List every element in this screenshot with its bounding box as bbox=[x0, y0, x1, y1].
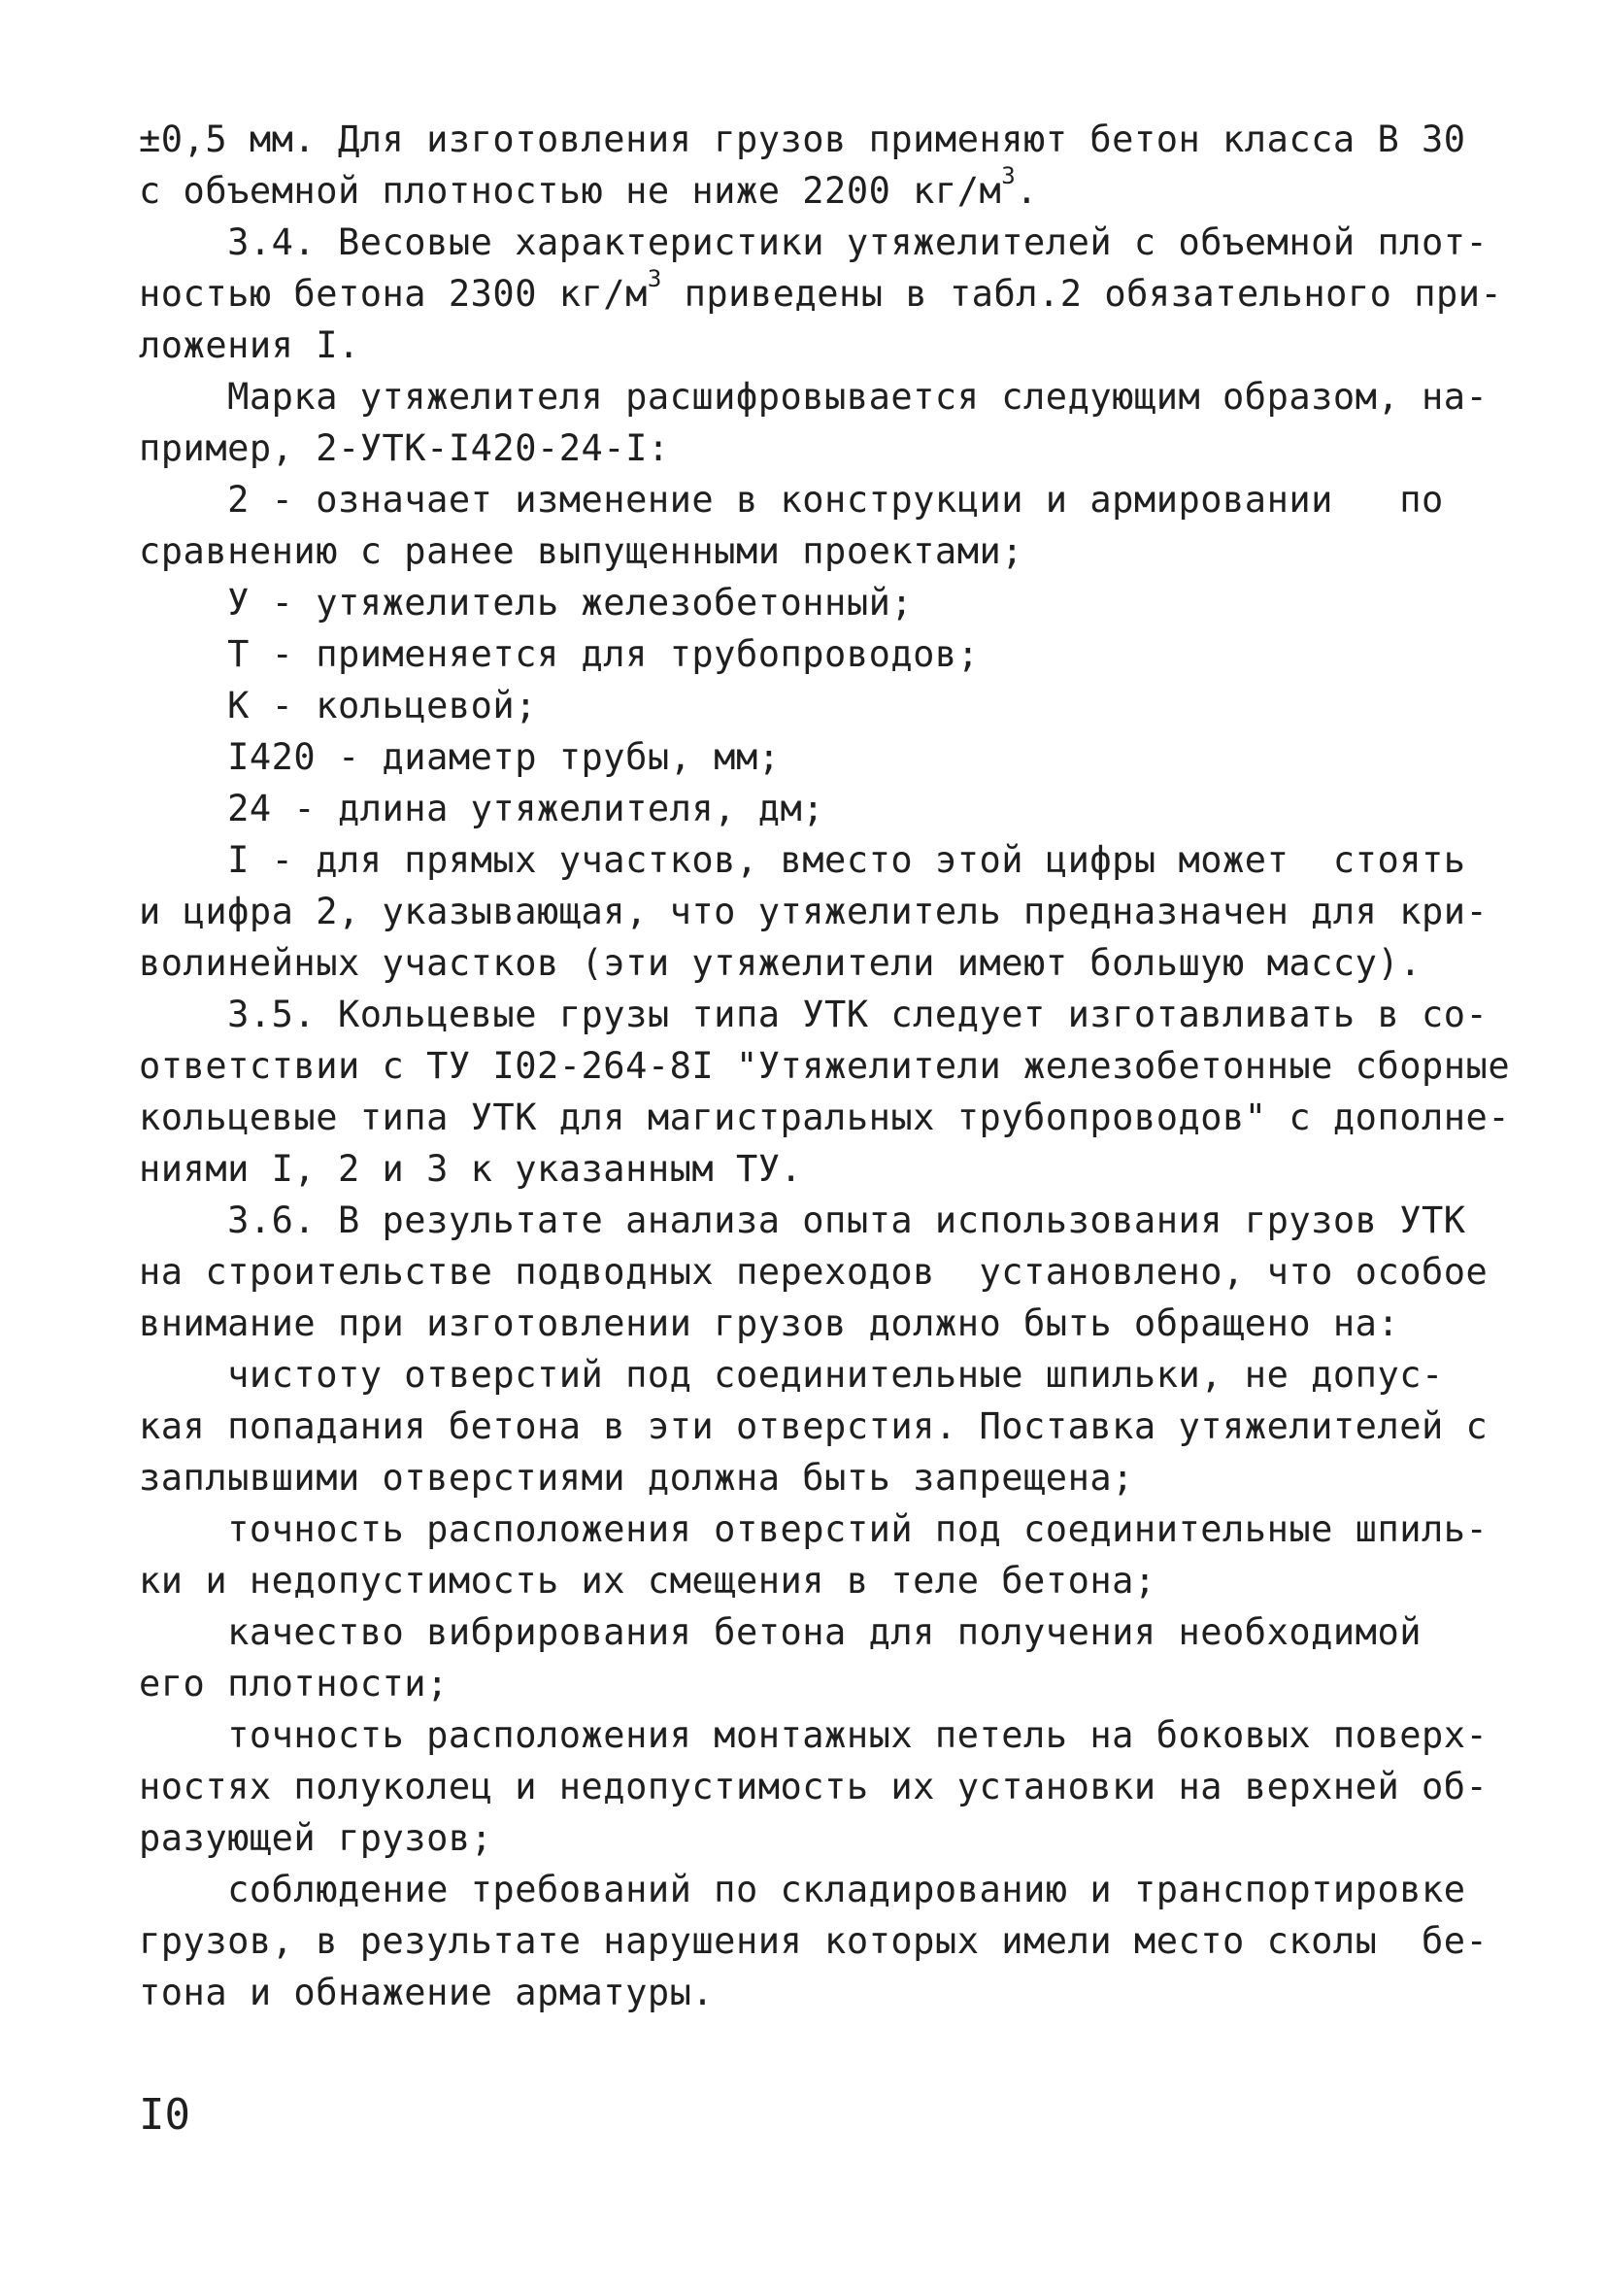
text-line: кольцевые типа УТК для магистральных трубопроводов" с дополне- bbox=[139, 1097, 1511, 1138]
text-line: ответствии с ТУ I02-264-8I "Утяжелители железобетонные сборные bbox=[139, 1045, 1511, 1087]
text-line: I - для прямых участков, вместо этой цифры может стоять bbox=[139, 839, 1466, 881]
text-line: 24 - длина утяжелителя, дм; bbox=[139, 788, 825, 829]
text-line: ниями I, 2 и 3 к указанным ТУ. bbox=[139, 1148, 803, 1190]
text-line: ±0,5 мм. Для изготовления грузов применяют бетон класса В 30 bbox=[139, 118, 1466, 160]
text-line: соблюдение требований по складированию и транспортировке bbox=[139, 1869, 1466, 1910]
text-line: К - кольцевой; bbox=[139, 685, 537, 726]
text-line: Марка утяжелителя расшифровывается следующим образом, на- bbox=[139, 376, 1489, 418]
text-line: качество вибрирования бетона для получения необходимой bbox=[139, 1611, 1423, 1653]
text-line: пример, 2-УТК-I420-24-I: bbox=[139, 427, 670, 469]
text-line: точность расположения монтажных петель на боковых поверх- bbox=[139, 1714, 1489, 1756]
text-line: 3.5. Кольцевые грузы типа УТК следует изготавливать в со- bbox=[139, 994, 1489, 1035]
text-line: на строительстве подводных переходов установлено, что особое bbox=[139, 1251, 1489, 1293]
text-line: ки и недопустимость их смещения в теле бетона; bbox=[139, 1560, 1156, 1602]
text-line: точность расположения отверстий под соединительные шпиль- bbox=[139, 1508, 1489, 1550]
text-line: I420 - диаметр трубы, мм; bbox=[139, 736, 781, 778]
page-number: I0 bbox=[139, 2090, 190, 2140]
text-line: заплывшими отверстиями должна быть запрещена; bbox=[139, 1457, 1134, 1499]
text-line: с объемной плотностью не ниже 2200 $кг/м^3$. bbox=[139, 162, 1038, 212]
text-line: сравнению с ранее выпущенными проектами; bbox=[139, 530, 1024, 572]
text-line: Т - применяется для трубопроводов; bbox=[139, 633, 980, 675]
text-line: разующей грузов; bbox=[139, 1817, 493, 1859]
text-line: и цифра 2, указывающая, что утяжелитель предназначен для кри- bbox=[139, 891, 1489, 932]
text-line: кая попадания бетона в эти отверстия. Поставка утяжелителей с bbox=[139, 1405, 1489, 1447]
text-line: ложения I. bbox=[139, 324, 360, 366]
text-line: тона и обнажение арматуры. bbox=[139, 1972, 715, 2013]
text-line: волинейных участков (эти утяжелители имеют большую массу). bbox=[139, 942, 1423, 984]
text-line: 3.4. Весовые характеристики утяжелителей с объемной плот- bbox=[139, 221, 1489, 263]
text-line: 3.6. В результате анализа опыта использования грузов УТК bbox=[139, 1199, 1466, 1241]
text-line: 2 - означает изменение в конструкции и армировании по bbox=[139, 479, 1444, 521]
text-line: У - утяжелитель железобетонный; bbox=[139, 582, 914, 624]
text-line: ностях полуколец и недопустимость их установки на верхней об- bbox=[139, 1766, 1489, 1807]
text-line: внимание при изготовлении грузов должно быть обращено на: bbox=[139, 1302, 1400, 1344]
text-line: грузов, в результате нарушения которых имели место сколы бе- bbox=[139, 1920, 1489, 1962]
text-line: ностью бетона 2300 $кг/м^3$ приведены в табл.2 обязательного при- bbox=[139, 265, 1503, 315]
text-line: его плотности; bbox=[139, 1663, 449, 1705]
text-line: чистоту отверстий под соединительные шпильки, не допус- bbox=[139, 1354, 1444, 1396]
